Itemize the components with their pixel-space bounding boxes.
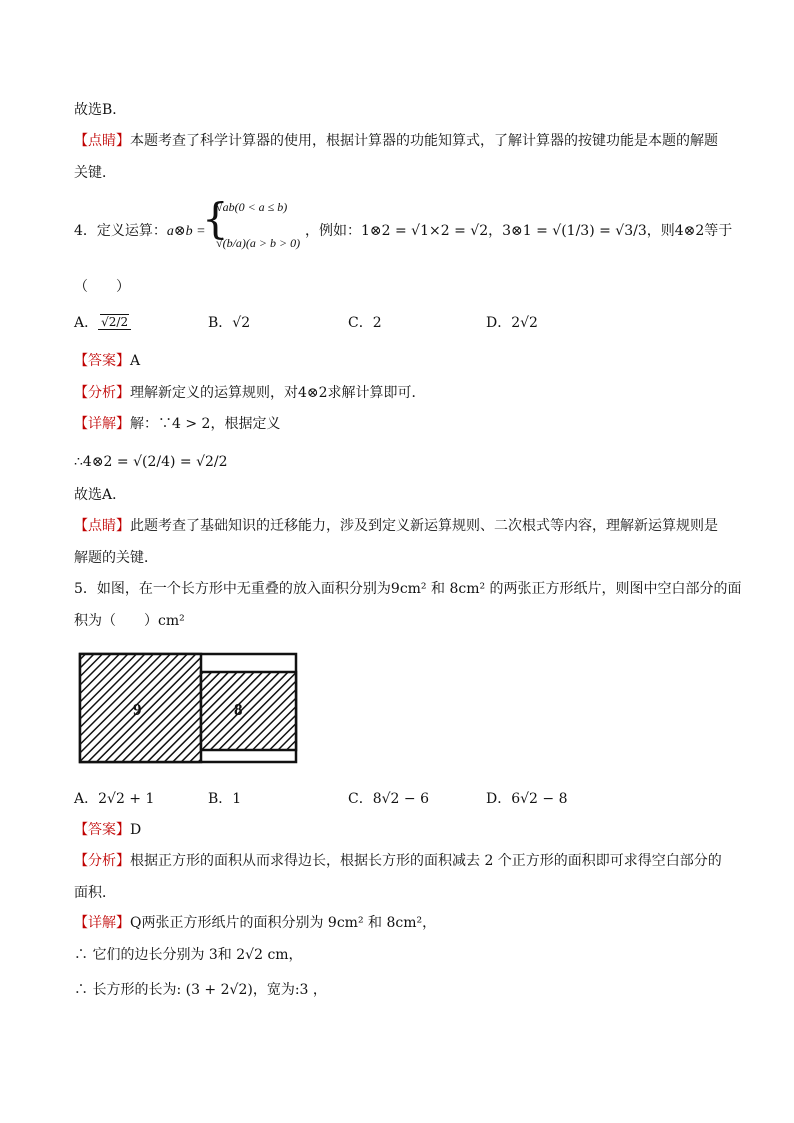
detail-5 — [74, 913, 436, 933]
q4-option-a — [74, 313, 131, 333]
detail-5b: ∴ 它们的边长分别为 3和 2√2 cm， — [74, 947, 303, 963]
q5-line: 5．如图，在一个长方形中无重叠的放入面积分别为9cm² 和 8cm² 的两张正方形纸片，则图中空白部分的面 — [74, 581, 742, 597]
tag-dianjing: 【点睛】 — [74, 518, 130, 534]
tag-analysis: 【分析】 — [74, 853, 130, 869]
text: 此题考查了基础知识的迁移能力，涉及到定义新运算规则、二次根式等内容，理解新运算规则是 — [130, 518, 718, 534]
q4-example: ，例如：1⊗2 = √1×2 = √2，3⊗1 = √(1/3) = √3/3，则4⊗2等于 — [305, 223, 733, 239]
text: 根据正方形的面积从而求得边长，根据长方形的面积减去 2 个正方形的面积即可求得空白部分的 — [130, 853, 722, 869]
tag-detail: 【详解】 — [74, 915, 130, 931]
tag-analysis: 【分析】 — [74, 385, 130, 401]
text: 解：∵4 > 2，根据定义 — [130, 416, 281, 432]
text-line: 关键． — [74, 165, 116, 181]
label-9: 9 — [133, 700, 142, 719]
brace: { — [202, 194, 229, 243]
text: 理解新定义的运算规则，对4⊗2求解计算即可． — [130, 385, 426, 401]
tag-detail: 【详解】 — [74, 416, 130, 432]
analysis-5 — [74, 851, 722, 871]
q4-option-c: C．2 — [348, 315, 382, 331]
tag-dianjing: 【点睛】 — [74, 133, 130, 149]
answer-value: D — [130, 822, 142, 838]
detail-4 — [74, 414, 280, 434]
value: √2/2 — [101, 315, 129, 329]
q5-option-a: A．2√2 + 1 — [74, 791, 155, 807]
q4-ab: a⊗b = — [166, 224, 206, 239]
q4-option-d: D．2√2 — [486, 315, 538, 331]
q4-case2: √(b/a)(a > b > 0) — [216, 236, 301, 250]
detail-5c: ∴ 长方形的长为: (3 + 2√2)，宽为:3 ， — [74, 982, 327, 998]
text-line — [74, 131, 718, 151]
q4-line — [74, 221, 206, 242]
tip-4b: 解题的关键． — [74, 550, 158, 566]
select-4: 故选A． — [74, 487, 127, 503]
analysis-4 — [74, 383, 426, 403]
q5-option-c: C．8√2 − 6 — [348, 791, 429, 807]
rectangle-figure — [78, 652, 298, 764]
answer-5 — [74, 820, 141, 840]
text-line: 故选B． — [74, 102, 127, 118]
analysis-5b: 面积． — [74, 885, 116, 901]
q5-option-d: D．6√2 − 8 — [486, 791, 568, 807]
q5-option-b: B．1 — [208, 791, 242, 807]
q5-line-b: 积为（ ）cm² — [74, 613, 185, 629]
text: 本题考查了科学计算器的使用，根据计算器的功能知算式，了解计算器的按键功能是本题的解题 — [130, 133, 718, 149]
paren: （ ） — [74, 279, 130, 295]
detail-4-calc: ∴4⊗2 = √(2/4) = √2/2 — [74, 454, 228, 470]
answer-4 — [74, 351, 140, 371]
label-8: 8 — [234, 700, 243, 719]
square-8 — [201, 672, 296, 750]
q4-option-b: B．√2 — [208, 315, 251, 331]
label: A． — [74, 315, 99, 331]
q4-prefix: 4．定义运算： — [74, 223, 167, 239]
tag-answer: 【答案】 — [74, 353, 130, 369]
answer-value: A — [130, 353, 141, 369]
text: Q两张正方形纸片的面积分别为 9cm² 和 8cm²， — [130, 915, 437, 931]
q4-case1: √ab(0 < a ≤ b) — [216, 200, 288, 214]
tag-answer: 【答案】 — [74, 822, 130, 838]
tip-4 — [74, 516, 718, 536]
